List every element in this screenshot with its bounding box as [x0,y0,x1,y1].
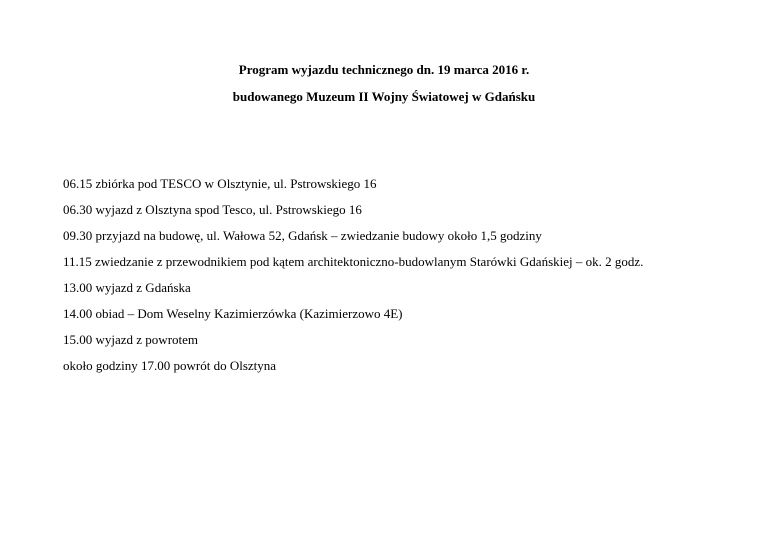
schedule-list [63,176,753,384]
title-line-1: Program wyjazdu technicznego dn. 19 marca 2016 r. [238,62,530,77]
schedule-item: 09.30 przyjazd na budowę, ul. Wałowa 52, Gdańsk – zwiedzanie budowy około 1,5 godziny [63,228,542,243]
title-line-2: budowanego Muzeum II Wojny Światowej w Gdańsku [232,89,536,104]
schedule-item: 06.15 zbiórka pod TESCO w Olsztynie, ul. Pstrowskiego 16 [63,176,377,191]
schedule-item: 06.30 wyjazd z Olsztyna spod Tesco, ul. Pstrowskiego 16 [63,202,362,217]
schedule-item: około godziny 17.00 powrót do Olsztyna [63,358,277,373]
document-title [0,62,768,105]
schedule-item: 14.00 obiad – Dom Weselny Kazimierzówka (Kazimierzowo 4E) [63,306,403,321]
schedule-item: 13.00 wyjazd z Gdańska [63,280,191,295]
schedule-item: 15.00 wyjazd z powrotem [63,332,199,347]
schedule-item: 11.15 zwiedzanie z przewodnikiem pod kątem architektoniczno-budowlanym Starówki Gdańskiej – ok. 2 godz. [63,254,644,269]
